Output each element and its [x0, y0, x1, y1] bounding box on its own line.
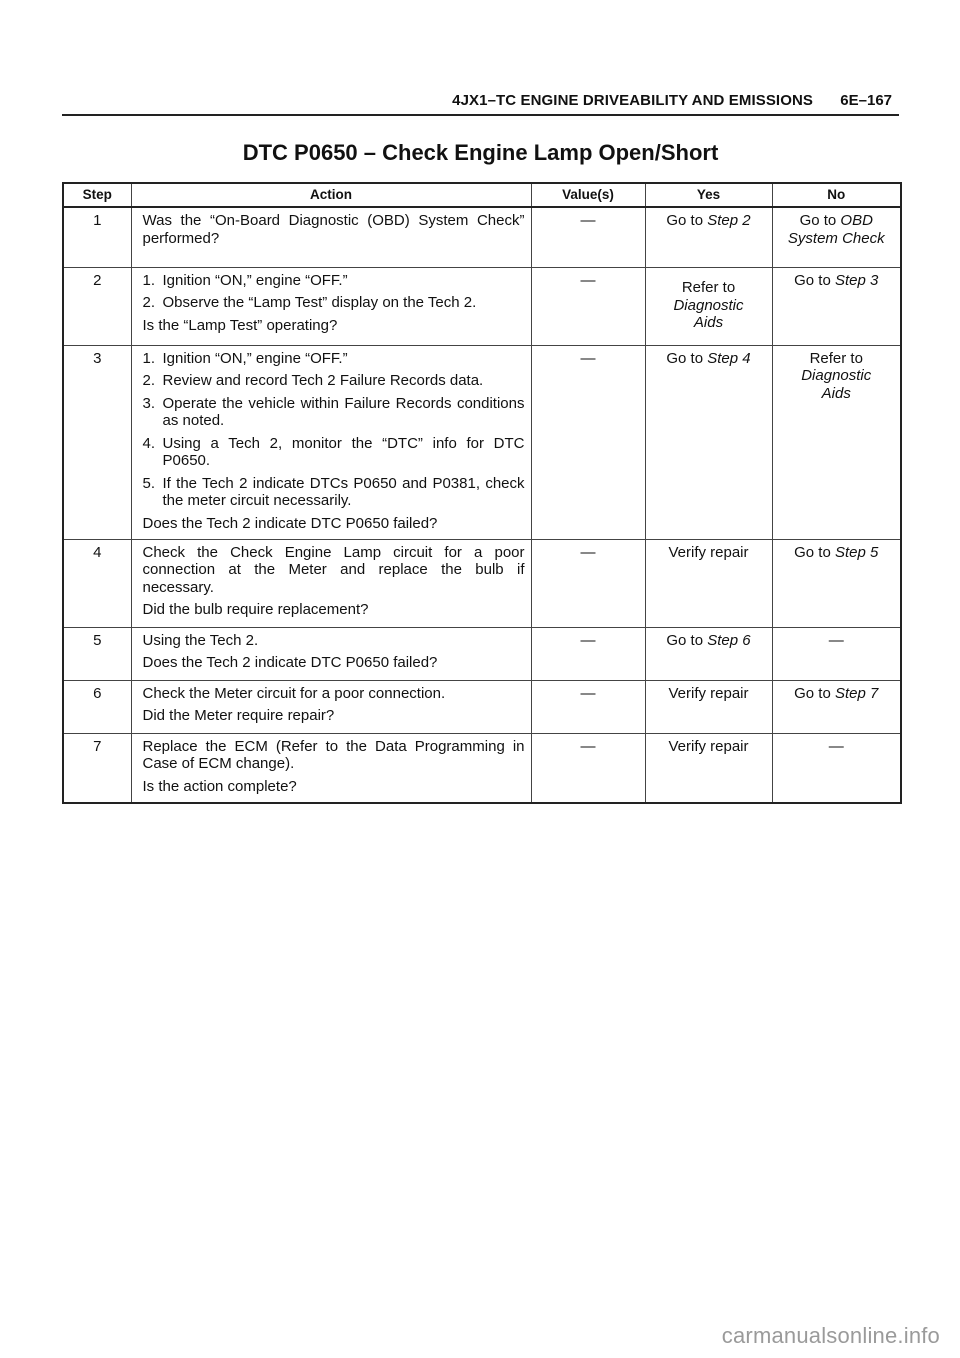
- action-question: Is the action complete?: [142, 777, 297, 795]
- no-link[interactable]: Step 5: [834, 543, 879, 561]
- action-cell: [131, 207, 531, 267]
- table-row: [63, 539, 901, 627]
- action-instruction: Using the Tech 2.: [142, 631, 259, 649]
- action-question: Is the “Lamp Test” operating?: [142, 316, 338, 334]
- yes-cell: [645, 207, 772, 267]
- action-item: 1. Ignition “ON,” engine “OFF.”: [142, 271, 348, 289]
- no-cell: [772, 627, 901, 680]
- yes-prefix: Refer to: [681, 279, 736, 297]
- column-header-values: Value(s): [531, 183, 645, 207]
- column-header-no: No: [772, 183, 901, 207]
- no-prefix: —: [828, 737, 844, 755]
- no-prefix: Go to: [794, 543, 835, 561]
- step-number: 3: [63, 345, 131, 539]
- yes-link[interactable]: Diagnostic Aids: [673, 296, 744, 332]
- yes-prefix: Verify repair: [668, 737, 749, 755]
- value-cell: —: [531, 627, 645, 680]
- action-item: 2. Review and record Tech 2 Failure Records data.: [142, 372, 484, 389]
- no-link[interactable]: Step 7: [834, 684, 879, 702]
- action-question: Did the Meter require repair?: [142, 707, 335, 724]
- value-cell: —: [531, 680, 645, 733]
- action-item: 3. Operate the vehicle within Failure Records conditions as noted.: [142, 394, 525, 429]
- action-cell: [131, 267, 531, 345]
- yes-link[interactable]: Step 4: [707, 349, 751, 367]
- step-number: 1: [63, 207, 131, 267]
- action-instruction: Check the Meter circuit for a poor connection.: [142, 684, 446, 702]
- action-cell: [131, 627, 531, 680]
- value-cell: —: [531, 733, 645, 803]
- action-question: Does the Tech 2 indicate DTC P0650 failed?: [142, 514, 438, 532]
- no-cell: [772, 733, 901, 803]
- action-cell: [131, 680, 531, 733]
- page-header: [62, 88, 899, 116]
- value-cell: —: [531, 539, 645, 627]
- column-header-yes: Yes: [645, 183, 772, 207]
- no-prefix: Refer to: [809, 349, 863, 367]
- no-link[interactable]: OBD System Check: [787, 212, 885, 247]
- action-cell: [131, 539, 531, 627]
- action-question: Does the Tech 2 indicate DTC P0650 failed?: [142, 654, 438, 671]
- action-item: 2. Observe the “Lamp Test” display on the Tech 2.: [142, 294, 477, 311]
- step-number: 5: [63, 627, 131, 680]
- no-cell: [772, 267, 901, 345]
- no-link[interactable]: Step 3: [834, 271, 879, 289]
- action-instruction: Replace the ECM (Refer to the Data Programming in Case of ECM change).: [142, 737, 525, 772]
- table-row: [63, 345, 901, 539]
- table-row: [63, 680, 901, 733]
- section-title: 4JX1–TC ENGINE DRIVEABILITY AND EMISSIONS: [452, 92, 813, 109]
- no-cell: [772, 345, 901, 539]
- page-title: DTC P0650 – Check Engine Lamp Open/Short: [242, 140, 719, 165]
- diagnostic-table: [62, 182, 902, 804]
- no-cell: [772, 539, 901, 627]
- table-header-row: [63, 183, 901, 207]
- step-number: 2: [63, 267, 131, 345]
- action-question: Did the bulb require replacement?: [142, 601, 369, 618]
- yes-prefix: Go to: [666, 631, 708, 649]
- yes-cell: [645, 267, 772, 345]
- action-item: 4. Using a Tech 2, monitor the “DTC” info for DTC P0650.: [142, 434, 525, 469]
- table-row: [63, 627, 901, 680]
- page-number: 6E–167: [840, 92, 892, 109]
- yes-link[interactable]: Step 6: [707, 631, 751, 649]
- action-cell: [131, 345, 531, 539]
- no-cell: [772, 680, 901, 733]
- yes-link[interactable]: Step 2: [707, 212, 751, 229]
- no-link[interactable]: Diagnostic Aids: [801, 367, 872, 402]
- no-prefix: —: [828, 631, 844, 649]
- no-prefix: Go to: [794, 684, 835, 702]
- column-header-action: Action: [131, 183, 531, 207]
- action-instruction: Check the Check Engine Lamp circuit for a poor connection at the Meter and replace the bulb if necessary.: [142, 543, 525, 596]
- no-prefix: Go to: [794, 271, 835, 289]
- yes-cell: [645, 627, 772, 680]
- value-cell: —: [531, 345, 645, 539]
- yes-prefix: Go to: [666, 349, 708, 367]
- yes-cell: [645, 680, 772, 733]
- action-question: Was the “On-Board Diagnostic (OBD) System Check” performed?: [142, 212, 525, 247]
- yes-prefix: Go to: [666, 212, 708, 229]
- table-row: [63, 267, 901, 345]
- action-item: 1. Ignition “ON,” engine “OFF.”: [142, 349, 348, 367]
- table-row: [63, 733, 901, 803]
- no-prefix: Go to: [799, 212, 841, 229]
- value-cell: —: [531, 207, 645, 267]
- step-number: 6: [63, 680, 131, 733]
- yes-cell: [645, 733, 772, 803]
- no-cell: [772, 207, 901, 267]
- yes-cell: [645, 539, 772, 627]
- step-number: 7: [63, 733, 131, 803]
- yes-prefix: Verify repair: [668, 543, 749, 561]
- yes-prefix: Verify repair: [668, 684, 749, 702]
- action-item: 5. If the Tech 2 indicate DTCs P0650 and P0381, check the meter circuit necessarily.: [142, 474, 525, 509]
- step-number: 4: [63, 539, 131, 627]
- yes-cell: [645, 345, 772, 539]
- action-cell: [131, 733, 531, 803]
- watermark-text: carmanualsonline.info: [721, 1323, 940, 1348]
- value-cell: —: [531, 267, 645, 345]
- column-header-step: Step: [63, 183, 131, 207]
- table-row: [63, 207, 901, 267]
